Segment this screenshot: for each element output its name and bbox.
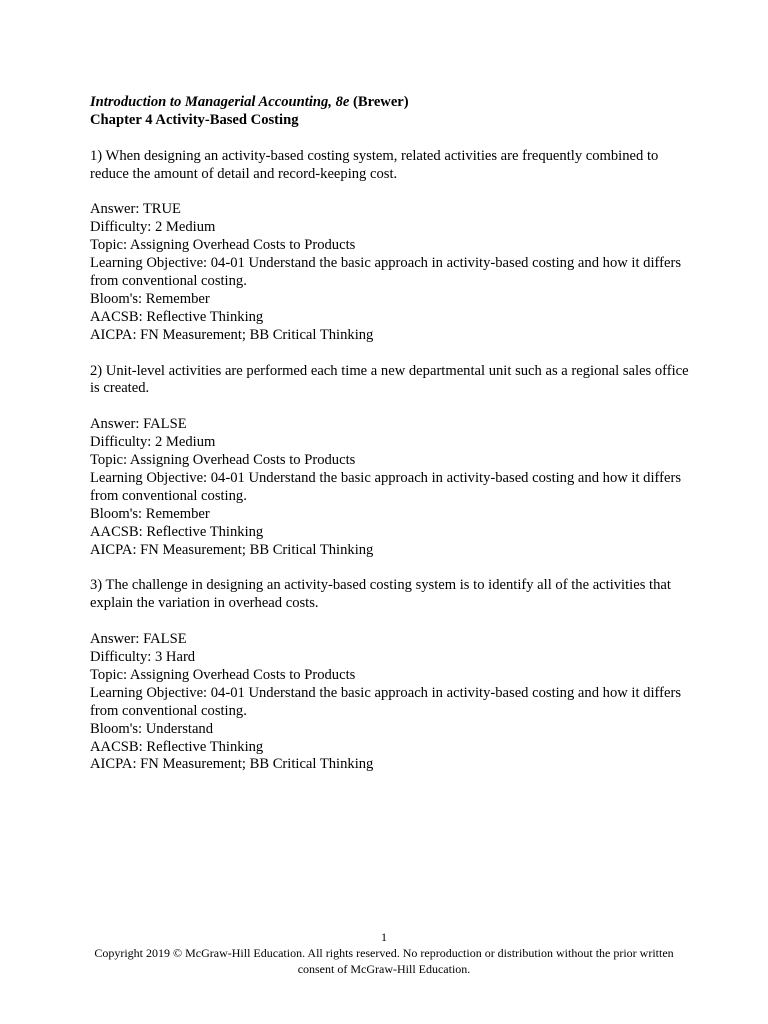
topic-text: Topic: Assigning Overhead Costs to Products [90,237,356,254]
page-number: 1 [381,930,387,944]
learning-objective-text: Learning Objective: 04-01 Understand the basic approach in activity-based costing and how it differs from conventional costing. [90,684,682,719]
document-body [90,94,690,774]
aacsb-text: AACSB: Reflective Thinking [90,523,264,540]
question-meta [90,631,690,774]
page-footer [0,929,768,977]
copyright-notice: Copyright 2019 © McGraw-Hill Education. All rights reserved. No reproduction or distribution without the prior written consent of McGraw-Hill Education. [94,946,674,976]
question-stem: 2) Unit-level activities are performed each time a new departmental unit such as a regional sales office is created. [90,362,689,397]
question-item [90,363,690,560]
learning-objective-text: Learning Objective: 04-01 Understand the basic approach in activity-based costing and how it differs from conventional costing. [90,255,682,290]
difficulty-text: Difficulty: 2 Medium [90,434,216,451]
book-title-line [90,94,690,112]
answer-text: Answer: TRUE [90,201,181,218]
aicpa-text: AICPA: FN Measurement; BB Critical Thinking [90,756,374,773]
question-stem: 3) The challenge in designing an activity-based costing system is to identify all of the activities that explain the variation in overhead costs. [90,577,671,612]
question-stem: 1) When designing an activity-based costing system, related activities are frequently combined to reduce the amount of detail and record-keeping cost. [90,147,659,182]
difficulty-text: Difficulty: 3 Hard [90,649,196,665]
blooms-text: Bloom's: Remember [90,290,210,307]
topic-text: Topic: Assigning Overhead Costs to Products [90,452,356,469]
chapter-title: Chapter 4 Activity-Based Costing [90,111,299,128]
question-meta [90,201,690,344]
aacsb-text: AACSB: Reflective Thinking [90,738,264,755]
aicpa-text: AICPA: FN Measurement; BB Critical Thinking [90,326,374,343]
blooms-text: Bloom's: Understand [90,720,214,737]
learning-objective-text: Learning Objective: 04-01 Understand the basic approach in activity-based costing and how it differs from conventional costing. [90,469,682,504]
blooms-text: Bloom's: Remember [90,505,210,522]
difficulty-text: Difficulty: 2 Medium [90,219,216,236]
book-author: (Brewer) [349,94,409,110]
aicpa-text: AICPA: FN Measurement; BB Critical Thinking [90,541,374,558]
question-item [90,577,690,774]
topic-text: Topic: Assigning Overhead Costs to Products [90,666,356,683]
answer-text: Answer: FALSE [90,416,187,433]
answer-text: Answer: FALSE [90,631,187,648]
question-meta [90,416,690,559]
question-item [90,148,690,345]
aacsb-text: AACSB: Reflective Thinking [90,308,264,325]
book-title: Introduction to Managerial Accounting, 8e [90,94,350,110]
